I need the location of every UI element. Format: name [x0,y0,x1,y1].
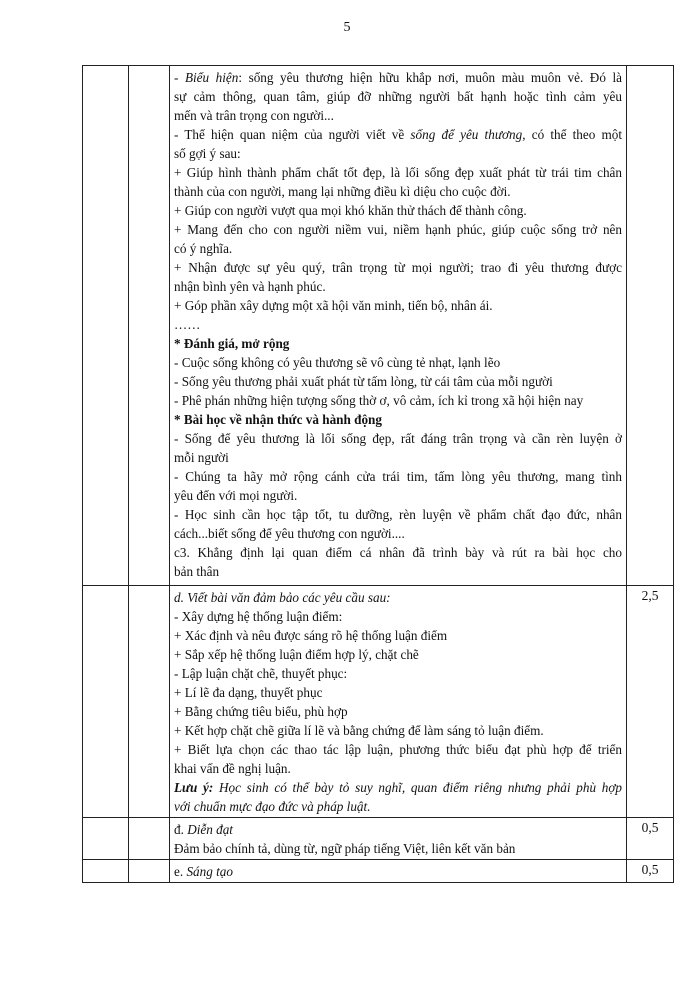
score-value: 2,5 [627,586,674,818]
list-item: + Xác định và nêu được sáng rõ hệ thống luận điểm [174,628,448,643]
table-row [83,586,674,818]
list-item: + Biết lựa chọn các thao tác lập luận, phương thức biểu đạt phù hợp để triển [174,742,622,757]
table-row [83,66,674,586]
list-item: mỗi người [174,450,229,465]
question-cell [83,66,129,586]
list-item: + Lí lẽ đa dạng, thuyết phục [174,685,323,700]
list-item: nhận bình yên và hạnh phúc. [174,279,326,294]
c3-line: bản thân [174,564,220,579]
part-cell [129,818,170,860]
part-cell [129,860,170,883]
list-item: - Phê phán những hiện tượng sống thờ ơ, vô cảm, ích kỉ trong xã hội hiện nay [174,393,584,408]
text-line: mến và trân trọng con người... [174,108,334,123]
text-line: Đảm bảo chính tả, dùng từ, ngữ pháp tiếng Việt, liên kết văn bản [174,841,516,856]
list-item: + Giúp con người vượt qua mọi khó khăn thử thách để thành công. [174,203,527,218]
list-item: + Giúp hình thành phẩm chất tốt đẹp, là lối sống đẹp xuất phát từ trái tim chân [174,165,622,180]
note-line: với chuẩn mực đạo đức và pháp luật. [174,799,371,814]
list-item: + Bằng chứng tiêu biểu, phù hợp [174,704,348,719]
ellipsis-line: …… [174,317,201,332]
section-e-heading: e. Sáng tạo [174,864,233,879]
list-item: - Xây dựng hệ thống luận điểm: [174,609,343,624]
c3-line: c3. Khẳng định lại quan điểm cá nhân đã trình bày và rút ra bài học cho [174,545,622,560]
table-row [83,860,674,883]
section-dd-heading: đ. Diễn đạt [174,822,233,837]
list-item: cách...biết sống để yêu thương con người.... [174,526,405,541]
question-cell [83,818,129,860]
list-item: yêu đến với mọi người. [174,488,298,503]
content-cell [170,818,627,860]
list-item: - Lập luận chặt chẽ, thuyết phục: [174,666,348,681]
score-value: 0,5 [627,818,674,860]
danh-gia-heading: * Đánh giá, mở rộng [174,336,290,351]
page-number: 5 [343,20,351,35]
list-item: khai vấn đề nghị luận. [174,761,291,776]
grading-table [82,65,674,883]
part-cell [129,586,170,818]
table-row [83,818,674,860]
list-item: + Sắp xếp hệ thống luận điểm hợp lý, chặt chẽ [174,647,419,662]
score-cell [627,66,674,586]
part-cell [129,66,170,586]
text-line: số gợi ý sau: [174,146,241,161]
list-item: - Chúng ta hãy mở rộng cánh cửa trái tim, tấm lòng yêu thương, mang tình [174,469,622,484]
list-item: + Góp phần xây dựng một xã hội văn minh, tiến bộ, nhân ái. [174,298,493,313]
list-item: có ý nghĩa. [174,241,233,256]
score-value: 0,5 [627,860,674,883]
list-item: - Sống để yêu thương là lối sống đẹp, rất đáng trân trọng và cần rèn luyện ở [174,431,622,446]
list-item: + Nhận được sự yêu quý, trân trọng từ mọi người; trao đi yêu thương được [174,260,622,275]
question-cell [83,586,129,818]
content-cell [170,586,627,818]
list-item: thành của con người, mang lại những điều kì diệu cho cuộc đời. [174,184,511,199]
list-item: - Học sinh cần học tập tốt, tu dưỡng, rèn luyện về phẩm chất đạo đức, nhân [174,507,622,522]
content-cell [170,860,627,883]
list-item: + Kết hợp chặt chẽ giữa lí lẽ và bằng chứng để làm sáng tỏ luận điểm. [174,723,544,738]
list-item: - Cuộc sống không có yêu thương sẽ vô cùng tẻ nhạt, lạnh lẽo [174,355,501,370]
bai-hoc-heading: * Bài học về nhận thức và hành động [174,412,382,427]
bieu-hien-line: - Biểu hiện: sống yêu thương hiện hữu khắp nơi, muôn màu muôn vẻ. Đó là [174,70,622,85]
question-cell [83,860,129,883]
quan-niem-line: - Thể hiện quan niệm của người viết về sống để yêu thương, có thể theo một [174,127,623,142]
text-line: sự cảm thông, quan tâm, giúp đỡ những người bất hạnh hoặc tình cảm yêu [174,89,622,104]
note-line: Lưu ý: Học sinh có thể bày tỏ suy nghĩ, quan điểm riêng nhưng phải phù hợp [174,780,623,795]
section-d-heading: d. Viết bài văn đảm bảo các yêu cầu sau: [174,590,391,605]
list-item: - Sống yêu thương phải xuất phát từ tấm lòng, từ cái tâm của mỗi người [174,374,553,389]
list-item: + Mang đến cho con người niềm vui, niềm hạnh phúc, giúp cuộc sống trở nên [174,222,622,237]
content-cell [170,66,627,586]
